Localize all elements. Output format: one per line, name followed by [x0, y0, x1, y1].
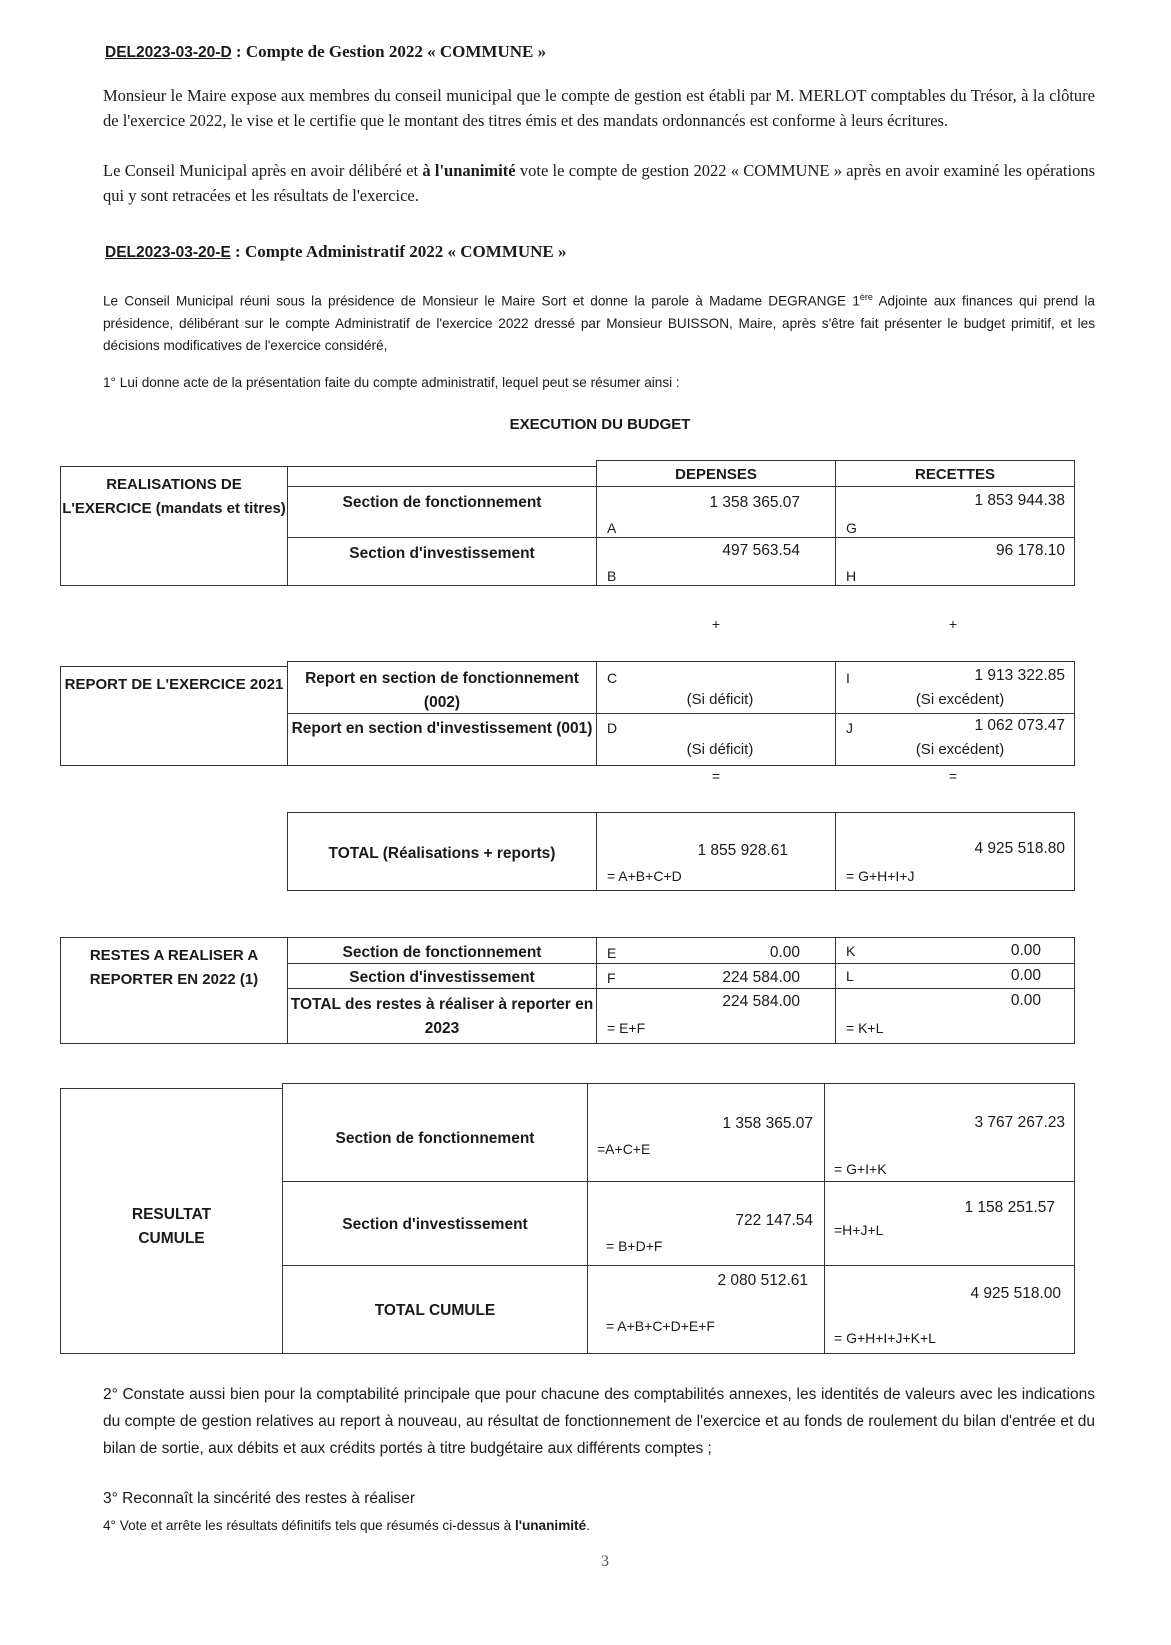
equals-recettes: =: [948, 768, 958, 784]
realisations-middle-cell: [287, 466, 597, 586]
letter-h: H: [846, 568, 857, 584]
restes-total-recettes-value: 0.00: [1010, 992, 1041, 1009]
resultat-label-text: RESULTAT CUMULE: [131, 1206, 212, 1247]
resultat-fonct-recettes-formula: = G+I+K: [834, 1161, 887, 1177]
section-e-title: : Compte Administratif 2022 « COMMUNE »: [230, 242, 567, 261]
resultat-invest-depenses-formula: = B+D+F: [606, 1238, 663, 1254]
section-e-intro-a: Le Conseil Municipal réuni sous la présidence de Monsieur le Maire Sort et donne la parole à Madame DEGRANGE 1: [103, 293, 860, 309]
section-e-code: DEL2023-03-20-E: [105, 244, 231, 261]
report-label-text: REPORT DE L'EXERCICE 2021: [64, 676, 284, 693]
note-j: (Si excédent): [915, 741, 1005, 758]
letter-f: F: [607, 970, 616, 986]
point-4: [103, 1518, 590, 1533]
section-d-paragraph-2: [103, 158, 1095, 208]
value-f: 224 584.00: [722, 969, 800, 986]
resultat-invest-depenses-value: 722 147.54: [735, 1212, 813, 1229]
section-d-p2-text-b: vote le compte de gestion 2022 « COMMUNE » après en avoir examiné les opérations qui y sont retracées et les résultats de l'exercice.: [103, 161, 1095, 205]
page-number: 3: [601, 1553, 609, 1570]
resultat-invest-recettes-value: 1 158 251.57: [964, 1199, 1055, 1216]
realisations-fonct-label: Section de fonctionnement: [342, 494, 542, 511]
point-1: 1° Lui donne acte de la présentation faite du compte administratif, lequel peut se résumer ainsi :: [103, 375, 680, 390]
letter-b: B: [607, 568, 617, 584]
letter-j: J: [846, 720, 853, 736]
resultat-total-recettes-formula: = G+H+I+J+K+L: [834, 1330, 936, 1346]
letter-a: A: [607, 520, 617, 536]
report-fonct-label: Report en section de fonctionnement (002): [305, 670, 579, 711]
report-invest-label: Report en section d'investissement (001): [291, 720, 593, 737]
resultat-total-depenses-value: 2 080 512.61: [717, 1272, 808, 1289]
resultat-row-divider-1: [282, 1181, 1075, 1182]
restes-total-depenses-value: 224 584.00: [722, 993, 800, 1010]
section-e-intro: [103, 286, 1095, 357]
section-d-p2-text-a: Le Conseil Municipal après en avoir délibéré et: [103, 161, 423, 180]
recettes-header: RECETTES: [914, 466, 995, 483]
section-d-paragraph-1: Monsieur le Maire expose aux membres du conseil municipal que le compte de gestion est établi par M. MERLOT comptables du Trésor, à la clôture de l'exercice 2022, le vise et le certifie que le montant des titres émis et des mandats ordonnancés est conforme à leurs écritures.: [103, 86, 1095, 130]
value-b: 497 563.54: [722, 542, 800, 559]
header-divider: [287, 486, 1075, 487]
point-4-unanimity: l'unanimité: [514, 1518, 587, 1533]
letter-d: D: [607, 720, 618, 736]
value-h: 96 178.10: [996, 542, 1065, 559]
letter-l: L: [846, 968, 854, 984]
value-j: 1 062 073.47: [974, 717, 1065, 734]
plus-recettes: +: [948, 616, 958, 632]
realisations-row-divider: [287, 537, 1075, 538]
section-e-heading: [105, 242, 567, 262]
letter-i: I: [846, 670, 850, 686]
resultat-label: [60, 1203, 283, 1251]
resultat-row-divider-2: [282, 1265, 1075, 1266]
table-title: EXECUTION DU BUDGET: [509, 416, 691, 433]
restes-row-divider-2: [287, 988, 1075, 989]
point-4-period: .: [586, 1518, 590, 1533]
section-d-title: : Compte de Gestion 2022 « COMMUNE »: [231, 42, 547, 61]
total-recettes-value: 4 925 518.80: [974, 840, 1065, 857]
letter-e: E: [607, 945, 617, 961]
report-label: [60, 666, 288, 766]
resultat-total-label: TOTAL CUMULE: [374, 1302, 496, 1319]
resultat-fonct-depenses-formula: =A+C+E: [597, 1141, 651, 1157]
realisations-label-text: REALISATIONS DE L'EXERCICE (mandats et titres): [62, 476, 286, 517]
restes-label: [60, 937, 288, 1044]
letter-k: K: [846, 943, 856, 959]
total-depenses-formula: = A+B+C+D: [607, 868, 682, 884]
section-d-unanimity: à l'unanimité: [422, 161, 516, 180]
value-k: 0.00: [1010, 942, 1041, 959]
point-3: 3° Reconnaît la sincérité des restes à réaliser: [103, 1490, 416, 1507]
point-2: 2° Constate aussi bien pour la comptabilité principale que pour chacune des comptabilités annexes, les identités de valeurs avec les indications du compte de gestion relatives au report à nouveau, au résultat de fonctionnement de l'exercice et au fonds de roulement du bilan d'entrée et du bilan de sortie, aux débits et aux crédits portés à titre budgétaire aux différents comptes ;: [103, 1386, 1095, 1457]
section-e-intro-b: Adjointe aux finances qui prend la présidence, délibérant sur le compte Administratif de l'exercice 2022 dressé par Monsieur BUISSON, Maire, après s'être fait présenter le budget primitif, et les décisions modificatives de l'exercice considéré,: [103, 293, 1095, 353]
total-depenses-value: 1 855 928.61: [697, 842, 788, 859]
restes-total-label: TOTAL des restes à réaliser à reporter en 2023: [290, 996, 594, 1037]
restes-fonct-label: Section de fonctionnement: [342, 944, 542, 961]
plus-depenses: +: [711, 616, 721, 632]
resultat-fonct-label: Section de fonctionnement: [335, 1130, 535, 1147]
resultat-fonct-recettes-value: 3 767 267.23: [974, 1114, 1065, 1131]
restes-row-divider-1: [287, 963, 1075, 964]
realisations-label: [60, 466, 288, 586]
total-recettes-formula: = G+H+I+J: [846, 868, 915, 884]
point-4-text: 4° Vote et arrête les résultats définitifs tels que résumés ci-dessus à: [103, 1518, 515, 1533]
restes-label-text: RESTES A REALISER A REPORTER EN 2022 (1): [89, 947, 259, 988]
letter-g: G: [846, 520, 857, 536]
value-e: 0.00: [769, 944, 800, 961]
total-label: TOTAL (Réalisations + reports): [328, 845, 556, 862]
depenses-header: DEPENSES: [675, 466, 757, 483]
section-d-heading: [105, 42, 546, 62]
equals-depenses: =: [711, 768, 721, 784]
restes-total-recettes-formula: = K+L: [846, 1020, 884, 1036]
value-a: 1 358 365.07: [709, 494, 800, 511]
value-i: 1 913 322.85: [974, 667, 1065, 684]
letter-c: C: [607, 670, 618, 686]
realisations-invest-label: Section d'investissement: [349, 545, 535, 562]
value-l: 0.00: [1010, 967, 1041, 984]
restes-total-depenses-formula: = E+F: [607, 1020, 646, 1036]
resultat-fonct-depenses-value: 1 358 365.07: [722, 1115, 813, 1132]
note-d: (Si déficit): [686, 741, 754, 758]
restes-invest-label: Section d'investissement: [349, 969, 535, 986]
resultat-total-depenses-formula: = A+B+C+D+E+F: [606, 1318, 715, 1334]
resultat-invest-recettes-formula: =H+J+L: [834, 1222, 884, 1238]
resultat-total-recettes-value: 4 925 518.00: [970, 1285, 1061, 1302]
resultat-invest-label: Section d'investissement: [342, 1216, 528, 1233]
section-e-intro-sup: ère: [859, 292, 873, 302]
note-c: (Si déficit): [686, 691, 754, 708]
section-d-code: DEL2023-03-20-D: [105, 44, 232, 61]
value-g: 1 853 944.38: [974, 492, 1065, 509]
note-i: (Si excédent): [915, 691, 1005, 708]
